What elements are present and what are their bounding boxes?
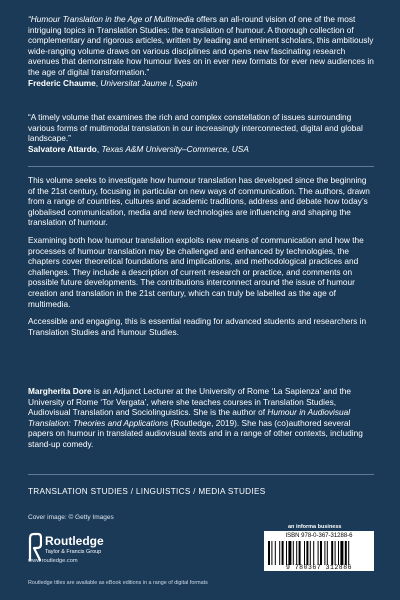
endorsement-2 bbox=[28, 112, 374, 154]
endorsement-quote: offers an all-round vision of one of the most intriguing topics in Translation Studies: the translation of humour. A thorough collection of complementary and rigorous articles, written by leading and eminent scholars, this ambitiously wide-ranging volume draws on various disciplines and opens new fascinating research avenues that demonstrate how humour lives on in ever new formats for ever new audiences in the age of digital transformation.” bbox=[28, 14, 374, 77]
author-book-title: Humour in Audiovisual Translation: Theories and Applications bbox=[28, 407, 351, 428]
footer-note: Routledge titles are available as eBook editions in a range of digital formats bbox=[28, 580, 208, 586]
endorser-sep: , bbox=[96, 143, 102, 154]
description-paragraph-3: Accessible and engaging, this is essential reading for advanced students and researchers in Translation Studies and Humour Studies. bbox=[28, 316, 367, 337]
description bbox=[28, 175, 374, 337]
divider bbox=[28, 474, 374, 475]
barcode-number: 9 780367 312886 bbox=[285, 564, 352, 571]
endorsement-quote: “A timely volume that examines the rich and complex constellation of issues surrounding various forms of multimodal translation in our increasingly interconnected, digital and global landscape.” bbox=[28, 112, 363, 144]
publisher-name: Routledge bbox=[45, 534, 104, 548]
endorser-name: Salvatore Attardo bbox=[28, 143, 97, 154]
endorsement-1 bbox=[28, 14, 374, 88]
isbn-label: ISBN 978-0-367-31288-6 bbox=[285, 533, 353, 539]
author-bio-text-2: (Routledge, 2019). She has (co)authored several papers on humour in translated audiovisual texts and in a range of other contexts, including stand-up comedy. bbox=[28, 417, 363, 449]
author-bio bbox=[28, 386, 374, 450]
author-bio-text-1: is an Adjunct Lecturer at the University of Rome ‘La Sapienza’ and the University of Rome ‘Tor Vergata’, where she teaches courses in Translation Studies, Audiovisual Translation and Sociolinguistics. She is the author of bbox=[28, 386, 351, 418]
endorser-name: Frederic Chaume bbox=[28, 77, 96, 88]
endorser-affiliation: Universitat Jaume I, Spain bbox=[100, 77, 198, 88]
subject-categories: TRANSLATION STUDIES / LINGUISTICS / MEDIA STUDIES bbox=[28, 487, 266, 496]
description-paragraph-2: Examining both how humour translation exploits new means of communication and how the processes of humour translation may be challenged and enhanced by technologies, the chapters cover theoretical foundations and implications, and methodological practices and challenges. They include a description of current research or practice, and comments on possible future developments. The contributions interconnect around the issue of humour creation and translation in the 21st century, which can truly be labelled as the age of multimedia. bbox=[28, 234, 364, 309]
cover-credit: Cover image: © Getty Images bbox=[28, 514, 114, 521]
endorser-sep: , bbox=[95, 77, 101, 88]
description-paragraph-1: This volume seeks to investigate how humour translation has developed since the beginning of the 21st century, focusing in particular on new ways of communication. The authors, drawn from a range of countries, cultures and academic traditions, address and debate how today’s globalised communication, media and new technologies are influencing and shaping the translation of humour. bbox=[28, 175, 370, 228]
author-name: Margherita Dore bbox=[28, 386, 92, 396]
endorsement-quote-title: “Humour Translation in the Age of Multimedia bbox=[28, 14, 195, 24]
publisher-website: www.routledge.com bbox=[28, 558, 78, 564]
barcode-bars bbox=[268, 541, 370, 565]
informa-label: an informa business bbox=[288, 524, 342, 530]
endorser-affiliation: Texas A&M University–Commerce, USA bbox=[101, 143, 249, 154]
isbn-barcode bbox=[264, 531, 374, 571]
divider bbox=[28, 166, 374, 167]
publisher-group: Taylor & Francis Group bbox=[45, 549, 102, 555]
